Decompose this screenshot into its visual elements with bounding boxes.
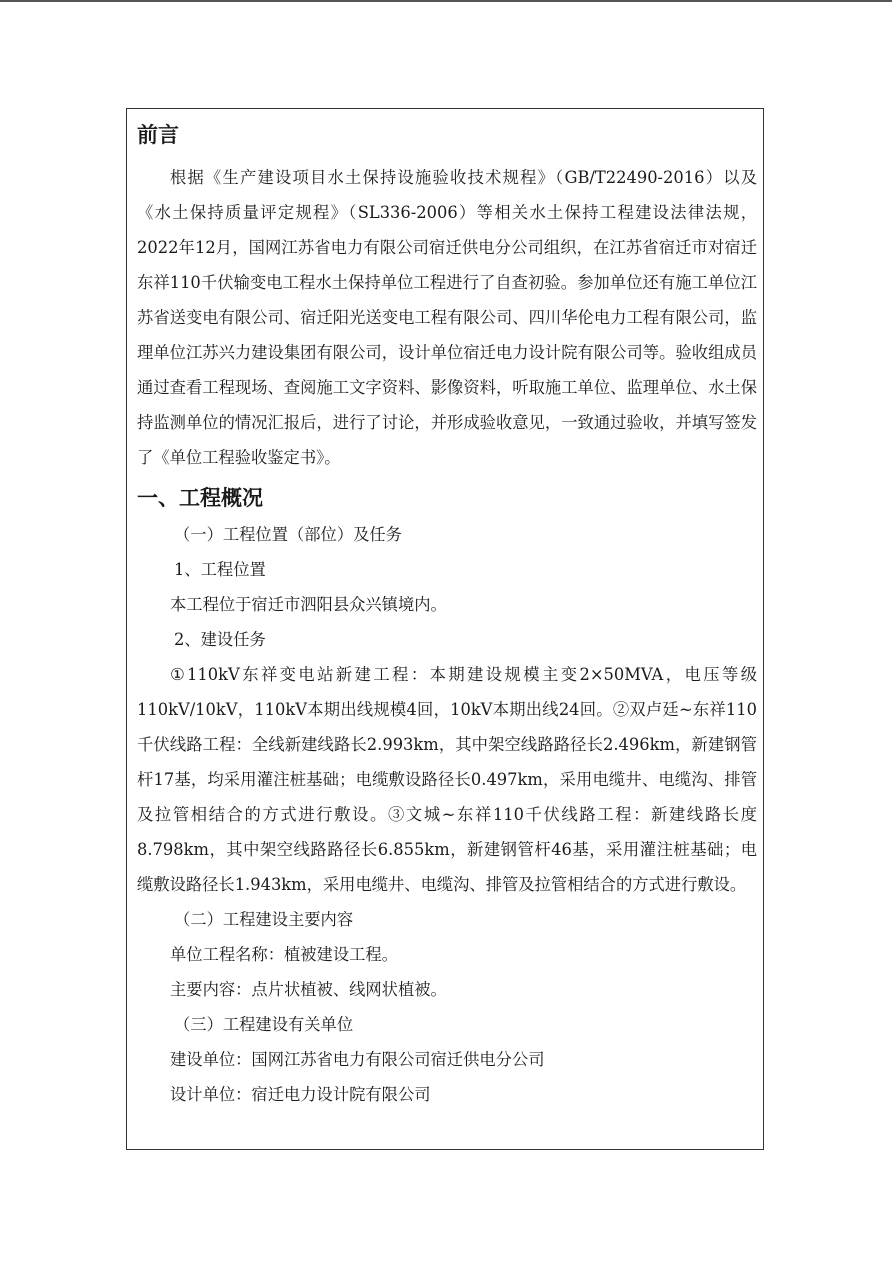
preface-paragraph: 根据《生产建设项目水土保持设施验收技术规程》（GB/T22490-2016）以及《水土保持质量评定规程》（SL336-2006）等相关水土保持工程建设法律法规，2022年12月，国网江苏省电力有限公司宿迁供电分公司组织，在江苏省宿迁市对宿迁东祥110千伏输变电工程水土保持单位工程进行了自查初验。参加单位还有施工单位江苏省送变电有限公司、宿迁阳光送变电工程有限公司、四川华伦电力工程有限公司，监理单位江苏兴力建设集团有限公司，设计单位宿迁电力设计院有限公司等。验收组成员通过查看工程现场、查阅施工文字资料、影像资料，听取施工单位、监理单位、水土保持监测单位的情况汇报后，进行了讨论，并形成验收意见，一致通过验收，并填写签发了《单位工程验收鉴定书》。	[137, 168, 757, 467]
unit-name: 单位工程名称：植被建设工程。	[170, 945, 398, 964]
builder-unit: 建设单位：国网江苏省电力有限公司宿迁供电分公司	[170, 1050, 545, 1069]
document-content	[137, 114, 757, 1112]
overview-title: 一、工程概况	[137, 485, 263, 510]
item-2-title: 2、建设任务	[174, 630, 266, 649]
section-1-title: （一）工程位置（部位）及任务	[174, 525, 402, 544]
page-top-border	[0, 0, 892, 2]
section-3-title: （三）工程建设有关单位	[174, 1015, 354, 1034]
designer-unit: 设计单位：宿迁电力设计院有限公司	[170, 1085, 431, 1104]
item-2-text: ①110kV东祥变电站新建工程：本期建设规模主变2×50MVA，电压等级110kV/10kV，110kV本期出线规模4回，10kV本期出线24回。②双卢廷~东祥110千伏线路工程：全线新建线路长2.993km，其中架空线路路径长2.496km，新建钢管杆17基，均采用灌注桩基础；电缆敷设路径长0.497km，采用电缆井、电缆沟、排管及拉管相结合的方式进行敷设。③文城~东祥110千伏线路工程：新建线路长度8.798km，其中架空线路路径长6.855km，新建钢管杆46基，采用灌注桩基础；电缆敷设路径长1.943km，采用电缆井、电缆沟、排管及拉管相结合的方式进行敷设。	[137, 665, 757, 894]
item-1-text: 本工程位于宿迁市泗阳县众兴镇境内。	[170, 595, 447, 614]
section-2-title: （二）工程建设主要内容	[174, 910, 354, 929]
preface-title: 前言	[137, 122, 179, 147]
item-1-title: 1、工程位置	[174, 560, 266, 579]
main-content: 主要内容：点片状植被、线网状植被。	[170, 980, 447, 999]
